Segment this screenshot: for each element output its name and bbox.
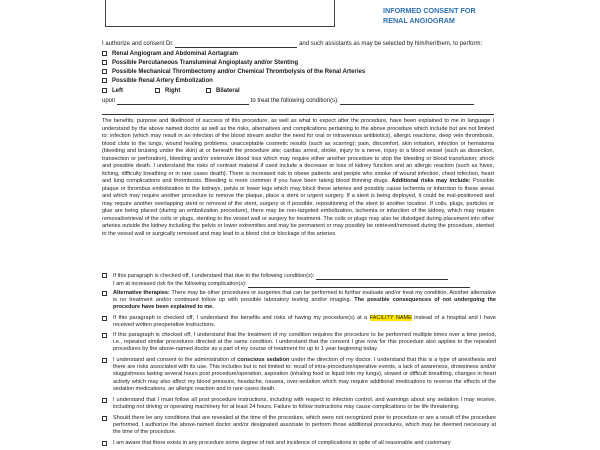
- alternatives-consequences: The possible consequences of not undergoing the procedure have been explained to me.: [113, 297, 497, 311]
- increased-risk-line1: If this paragraph is checked off, I understand that due to the following condition(s):: [113, 272, 315, 279]
- checklist-item-post-instructions[interactable]: [102, 397, 496, 411]
- procedure-label: Possible Mechanical Thrombectomy and/or Chemical Thrombolysis of the Renal Arteries: [112, 69, 366, 75]
- upon-label: upon: [102, 98, 116, 104]
- checklist-item-risk-awareness[interactable]: [102, 440, 496, 447]
- risk-paragraph: [102, 118, 494, 238]
- checklist-item-facility[interactable]: [102, 315, 496, 329]
- procedure-checkbox[interactable]: [102, 69, 107, 74]
- facility-text-a: If this paragraph is checked off, I understand the benefits and risks of having my procedure(s) at a: [113, 315, 368, 321]
- procedure-label: Renal Angiogram and Abdominal Aortagram: [112, 51, 239, 57]
- checklist-checkbox[interactable]: [102, 316, 107, 321]
- side-label: Bilateral: [216, 88, 240, 94]
- increased-risk-complication-field[interactable]: [248, 280, 470, 288]
- checklist-checkbox[interactable]: [102, 416, 107, 421]
- form-title: [383, 6, 533, 26]
- procedure-checkbox[interactable]: [102, 51, 107, 56]
- sedation-text-b: under the direction of my doctor. I understand that this is a type of anesthesia and there are risks associated with its use. This includes but is not limited to: recall of intra-procedure/operative events, a lack of awareness, drowsiness and/or sluggishness lasting several hours post procedure/operation, aspiration (inhaling food or liquid into my lungs), slowed or difficult breathing, changes in heart activity which may also affect my blood pressure, headache, nausea, over-sedation which may require additional medications to reverse the effects of the sedation medications, an allergic reaction and in rare cases death.: [113, 357, 496, 392]
- checklist-checkbox[interactable]: [102, 398, 107, 403]
- facility-text-b: instead of a hospital and I have received written preoperative instructions.: [113, 315, 496, 329]
- checklist-checkbox[interactable]: [102, 358, 107, 363]
- condition-field[interactable]: [340, 97, 474, 105]
- upon-line: [102, 97, 474, 105]
- sedation-text-a: I understand and consent to the administration of: [113, 357, 236, 363]
- form-title-line2: RENAL ANGIOGRAM: [383, 16, 455, 25]
- side-option-right[interactable]: [155, 87, 180, 95]
- procedure-checkbox[interactable]: [102, 78, 107, 83]
- post-instructions-text: I understand that I must follow all post procedure instructions, including with respect to infection control, and warnings about any sedation I may receive, including not driving or operating machinery for at least 24 hours. Failure to follow instructions may cause complications or be life threatening.: [113, 397, 496, 411]
- additional-risks-label: Additional risks may include:: [391, 178, 471, 184]
- side-label: Left: [112, 88, 123, 94]
- unforeseen-conditions-text: Should there be any conditions that are revealed at the time of the procedure, which were not recognized prior to procedure or are a result of the procedure performed, I authorize the above-named doctor and/or designated associate to perform those additional procedures, which may be deemed necessary at the time of the procedure.: [113, 415, 496, 436]
- increased-risk-condition-field[interactable]: [316, 272, 448, 280]
- procedure-item[interactable]: [102, 50, 238, 58]
- target-field[interactable]: [117, 97, 249, 105]
- authorization-line: [102, 40, 482, 48]
- upon-suffix: to treat the following condition(s):: [250, 98, 339, 104]
- side-checkbox[interactable]: [206, 88, 211, 93]
- checklist-checkbox[interactable]: [102, 291, 107, 296]
- side-checkbox[interactable]: [155, 88, 160, 93]
- procedure-item[interactable]: [102, 59, 298, 67]
- patient-label-box: [105, 0, 335, 27]
- checklist-item-alternatives[interactable]: [102, 290, 496, 312]
- checklist-checkbox[interactable]: [102, 273, 107, 278]
- procedure-label: Possible Renal Artery Embolization: [112, 78, 213, 84]
- alternatives-text: There may be other procedures or surgeries that can be performed to further evaluate and/or treat my condition. Another alternative is no treatment and/or continued follow up with possible laboratory testing and/or imaging.: [113, 290, 496, 304]
- side-checkbox[interactable]: [102, 88, 107, 93]
- form-title-line1: INFORMED CONSENT FOR: [383, 6, 476, 15]
- procedure-checkbox[interactable]: [102, 60, 107, 65]
- procedure-label: Possible Percutaneous Transluminal Angioplasty and/or Stenting: [112, 60, 299, 66]
- authorization-suffix: and such assistants as may be selected by him/her/them, to perform:: [299, 41, 483, 47]
- side-option-bilateral[interactable]: [206, 87, 240, 95]
- authorization-prefix: I authorize and consent Dr.: [102, 41, 174, 47]
- procedure-item[interactable]: [102, 68, 365, 76]
- doctor-name-field[interactable]: [175, 40, 297, 48]
- risk-text-a: The benefits, purpose and likelihood of success of this procedure, as well as what to expect after the procedure, have been explained to me in language I understand by the above named doctor as well as the risks, alternatives and complications pertaining to the above procedure which include but are not limited to: infection (which may result in an infection of the blood stream and/or the need for oral or intravenous antibiotics), allergic reactions, deep vein thrombosis, blood clots to the lungs, wound healing problems, unacceptable cosmetic results (such as scarring); pain, discomfort, skin irritation, infection or hematoma (bleeding and bruising under the skin) at or beneath the procedure site; cardiac arrest, stroke, injury to a nerve, injury to a blood vessel (such as dissection, transection or perforation), bleeding and/or extensive blood loss which may require either another procedure to stop the bleeding or blood transfusion; shock and possible death. I understand the risks of contrast material if used include a decrease or loss of kidney function and an allergic reaction (such as hives, itching, difficulty breathing or in rare cases death). There is increased risk in obese patients and people who smoke of wound infection, chest infection, heart and lung complications and thrombosis. Bleeding is more common if you have been taking blood thinning drugs.: [102, 118, 494, 184]
- checklist-item-unforeseen-conditions[interactable]: [102, 415, 496, 437]
- condition-field-2[interactable]: [102, 107, 494, 115]
- checklist-checkbox[interactable]: [102, 333, 107, 338]
- checklist-item-increased-risk[interactable]: [102, 272, 496, 288]
- risk-awareness-text: I am aware that there exists in any procedure some degree of risk and incidence of complications in spite of all reasonable and customary: [113, 440, 451, 446]
- side-label: Right: [165, 88, 181, 94]
- increased-risk-line2: I am at increased risk for the following complication(s):: [113, 280, 247, 287]
- procedure-item[interactable]: [102, 77, 213, 85]
- checklist-checkbox[interactable]: [102, 441, 107, 446]
- sedation-term: conscious sedation: [237, 357, 290, 363]
- side-option-left[interactable]: [102, 87, 123, 95]
- repeated-procedures-text: If this paragraph is checked off, I understand that the treatment of my condition requires the procedure to be performed multiple times over a time period, i.e., repeated similar procedures directed at the same condition. I understand that the consent I give now for this procedure also applies to the repeated procedures by the above-named doctor as a part of my course of treatment for up to 1 year beginning today.: [113, 332, 496, 353]
- facility-name-highlight: FACILITY NAME: [369, 315, 412, 321]
- checklist-item-repeated-procedures[interactable]: [102, 332, 496, 354]
- alternatives-heading: Alternative therapies:: [113, 290, 170, 296]
- checklist-item-sedation[interactable]: [102, 357, 496, 393]
- risk-text-b: Possible plaque or thrombus embolization to the kidneys, pelvis or lower legs which may block these arteries and possibly cause ischemia or infarction to these areas and which may require another procedure to remove the plaque, place a stent or urgent surgery. If a stent is being deployed, it could be mal-positioned and may require another overlapping stent or removal of the stent, surgery or if possible, repositioning of the stent to another location. If coils, plugs, particles or glue are being placed (during an embolization procedure), there may be non-targeted embolization, ischemia or infarction of the kidney, which may require removal/retrieval of the coils or plugs, stenting to the vessel wall or surgery for treatment. The coils or plugs may also be dislodged during placement into other arteries outside the kidney including the pelvis or lower extremities and may be permanent or may possibly be retrieved/removed during the procedure, stented to the vessel wall or surgically removed and may lead to a blood clot or blockage of the arteries.: [102, 178, 494, 237]
- condition-line-2: [102, 107, 494, 115]
